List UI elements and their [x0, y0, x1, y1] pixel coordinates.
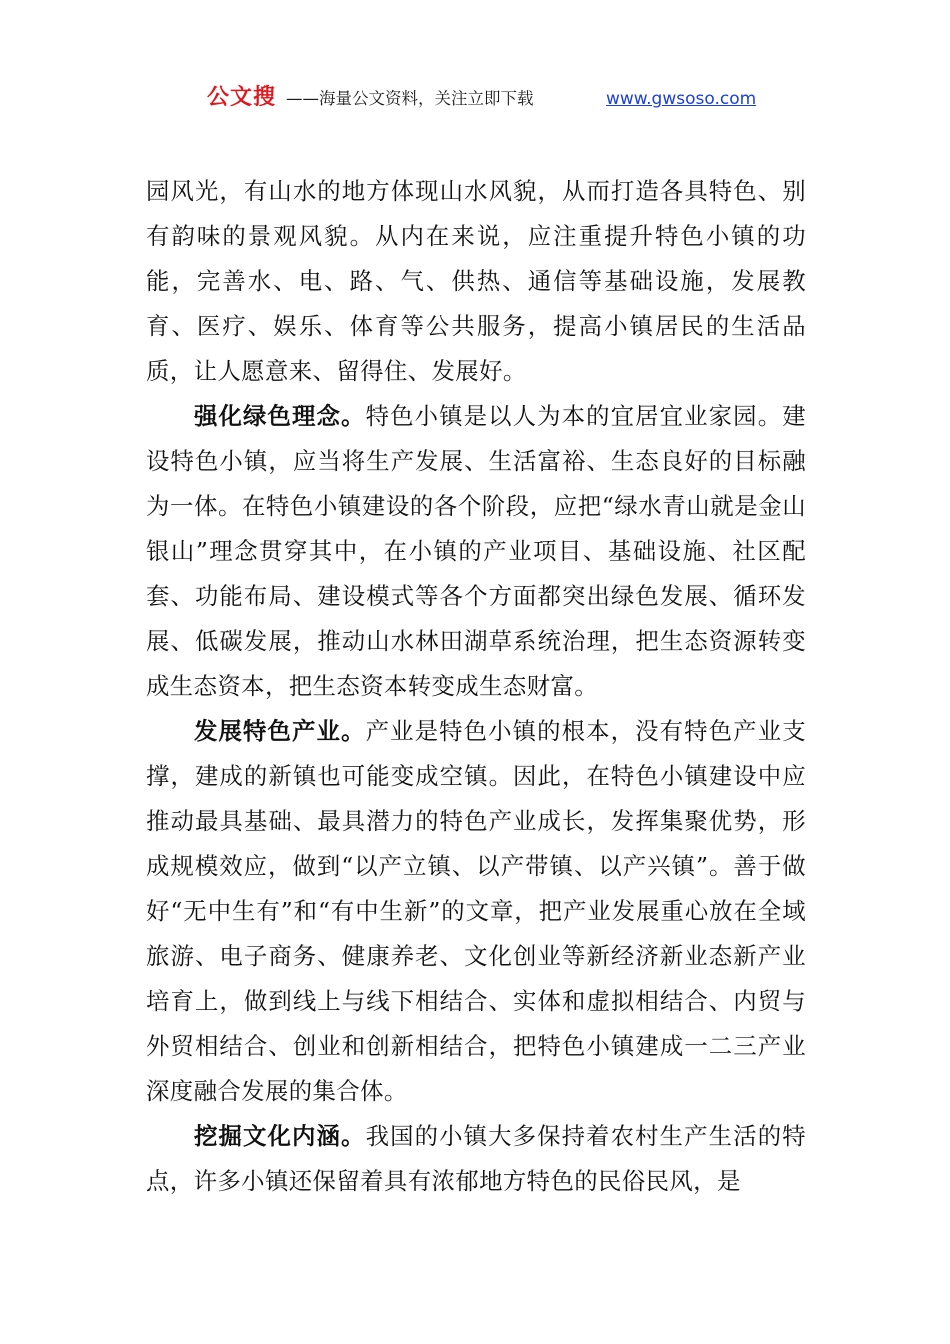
header-slogan: ——海量公文资料，关注立即下载	[286, 89, 534, 108]
paragraph-lead-heading: 发展特色产业。	[194, 717, 366, 745]
paragraph-green-concept	[146, 394, 806, 709]
site-link[interactable]: www.gwsoso.com	[606, 89, 757, 109]
document-body	[146, 169, 806, 1204]
paragraph-text: 园风光，有山水的地方体现山水风貌，从而打造各具特色、别有韵味的景观风貌。从内在来说，应注重提升特色小镇的功能，完善水、电、路、气、供热、通信等基础设施，发展教育、医疗、娱乐、体育等公共服务，提高小镇居民的生活品质，让人愿意来、留得住、发展好。	[146, 177, 806, 385]
paragraph-cultural-connotation	[146, 1114, 806, 1204]
paragraph-featured-industry	[146, 709, 806, 1114]
brand-logo-text[interactable]: 公文搜	[207, 85, 277, 110]
paragraph-lead-heading: 强化绿色理念。	[194, 402, 366, 430]
paragraph-lead-heading: 挖掘文化内涵。	[194, 1122, 366, 1150]
paragraph-text: 我国的小镇大多保持着农村生产生活的特点，许多小镇还保留着具有浓郁地方特色的民俗民风，是	[146, 1122, 806, 1195]
page-header	[0, 82, 950, 114]
paragraph-text: 特色小镇是以人为本的宜居宜业家园。建设特色小镇，应当将生产发展、生活富裕、生态良好的目标融为一体。在特色小镇建设的各个阶段，应把“绿水青山就是金山银山”理念贯穿其中，在小镇的产业项目、基础设施、社区配套、功能布局、建设模式等各个方面都突出绿色发展、循环发展、低碳发展，推动山水林田湖草系统治理，把生态资源转变成生态资本，把生态资本转变成生态财富。	[146, 402, 806, 700]
paragraph-text: 产业是特色小镇的根本，没有特色产业支撑，建成的新镇也可能变成空镇。因此，在特色小镇建设中应推动最具基础、最具潜力的特色产业成长，发挥集聚优势，形成规模效应，做到“以产立镇、以产带镇、以产兴镇”。善于做好“无中生有”和“有中生新”的文章，把产业发展重心放在全域旅游、电子商务、健康养老、文化创业等新经济新业态新产业培育上，做到线上与线下相结合、实体和虚拟相结合、内贸与外贸相结合、创业和创新相结合，把特色小镇建成一二三产业深度融合发展的集合体。	[146, 717, 806, 1105]
paragraph-continued	[146, 169, 806, 394]
